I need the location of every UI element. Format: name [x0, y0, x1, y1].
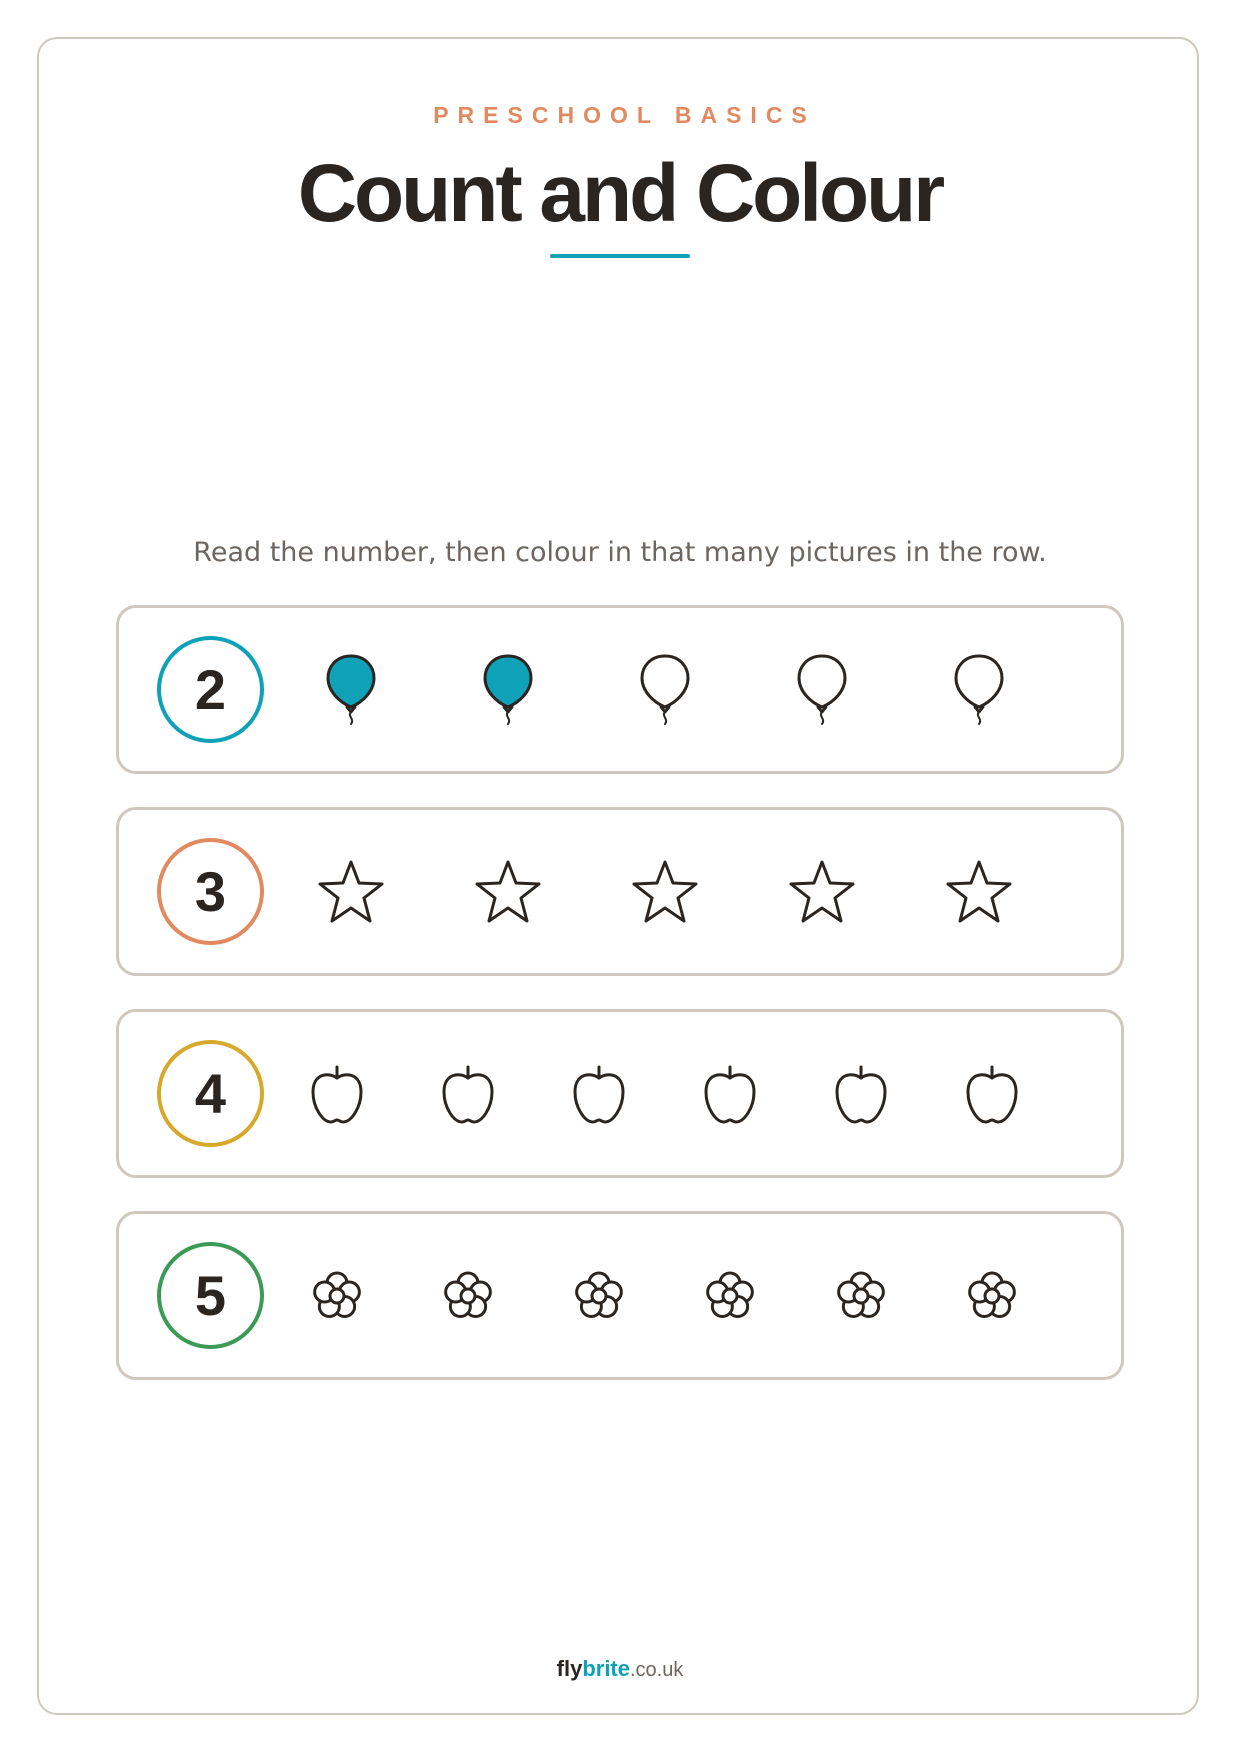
balloon-icon[interactable]: [309, 648, 393, 732]
star-icon[interactable]: [937, 850, 1021, 934]
balloon-icon[interactable]: [466, 648, 550, 732]
balloon-icon[interactable]: [780, 648, 864, 732]
count-row: [116, 1009, 1124, 1178]
balloon-icon[interactable]: [623, 648, 707, 732]
star-icon[interactable]: [309, 850, 393, 934]
number-badge: 5: [157, 1242, 264, 1349]
flower-icon[interactable]: [295, 1254, 379, 1338]
flower-icon[interactable]: [557, 1254, 641, 1338]
flower-icon[interactable]: [950, 1254, 1034, 1338]
flower-icon[interactable]: [426, 1254, 510, 1338]
brand-brite: brite: [582, 1656, 630, 1681]
number-badge: 4: [157, 1040, 264, 1147]
flower-icon[interactable]: [688, 1254, 772, 1338]
count-row: [116, 605, 1124, 774]
brand-fly: fly: [556, 1656, 583, 1681]
apple-icon[interactable]: [426, 1052, 510, 1136]
star-icon[interactable]: [623, 850, 707, 934]
count-row: [116, 807, 1124, 976]
star-icon[interactable]: [466, 850, 550, 934]
apple-icon[interactable]: [557, 1052, 641, 1136]
number-badge: 3: [157, 838, 264, 945]
star-icon[interactable]: [780, 850, 864, 934]
apple-icon[interactable]: [688, 1052, 772, 1136]
page-title: Count and Colour: [297, 148, 943, 239]
apple-icon[interactable]: [295, 1052, 379, 1136]
count-row: [116, 1211, 1124, 1380]
apple-icon[interactable]: [950, 1052, 1034, 1136]
flower-icon[interactable]: [819, 1254, 903, 1338]
instruction-text: Read the number, then colour in that many pictures in the row.: [193, 537, 1047, 568]
apple-icon[interactable]: [819, 1052, 903, 1136]
brand-domain: .co.uk: [630, 1659, 684, 1681]
balloon-icon[interactable]: [937, 648, 1021, 732]
number-badge: 2: [157, 636, 264, 743]
title-underline: [550, 254, 690, 258]
footer-brand: [0, 1655, 1240, 1684]
counting-rows: [116, 605, 1124, 1413]
eyebrow-label: PRESCHOOL BASICS: [433, 102, 816, 128]
